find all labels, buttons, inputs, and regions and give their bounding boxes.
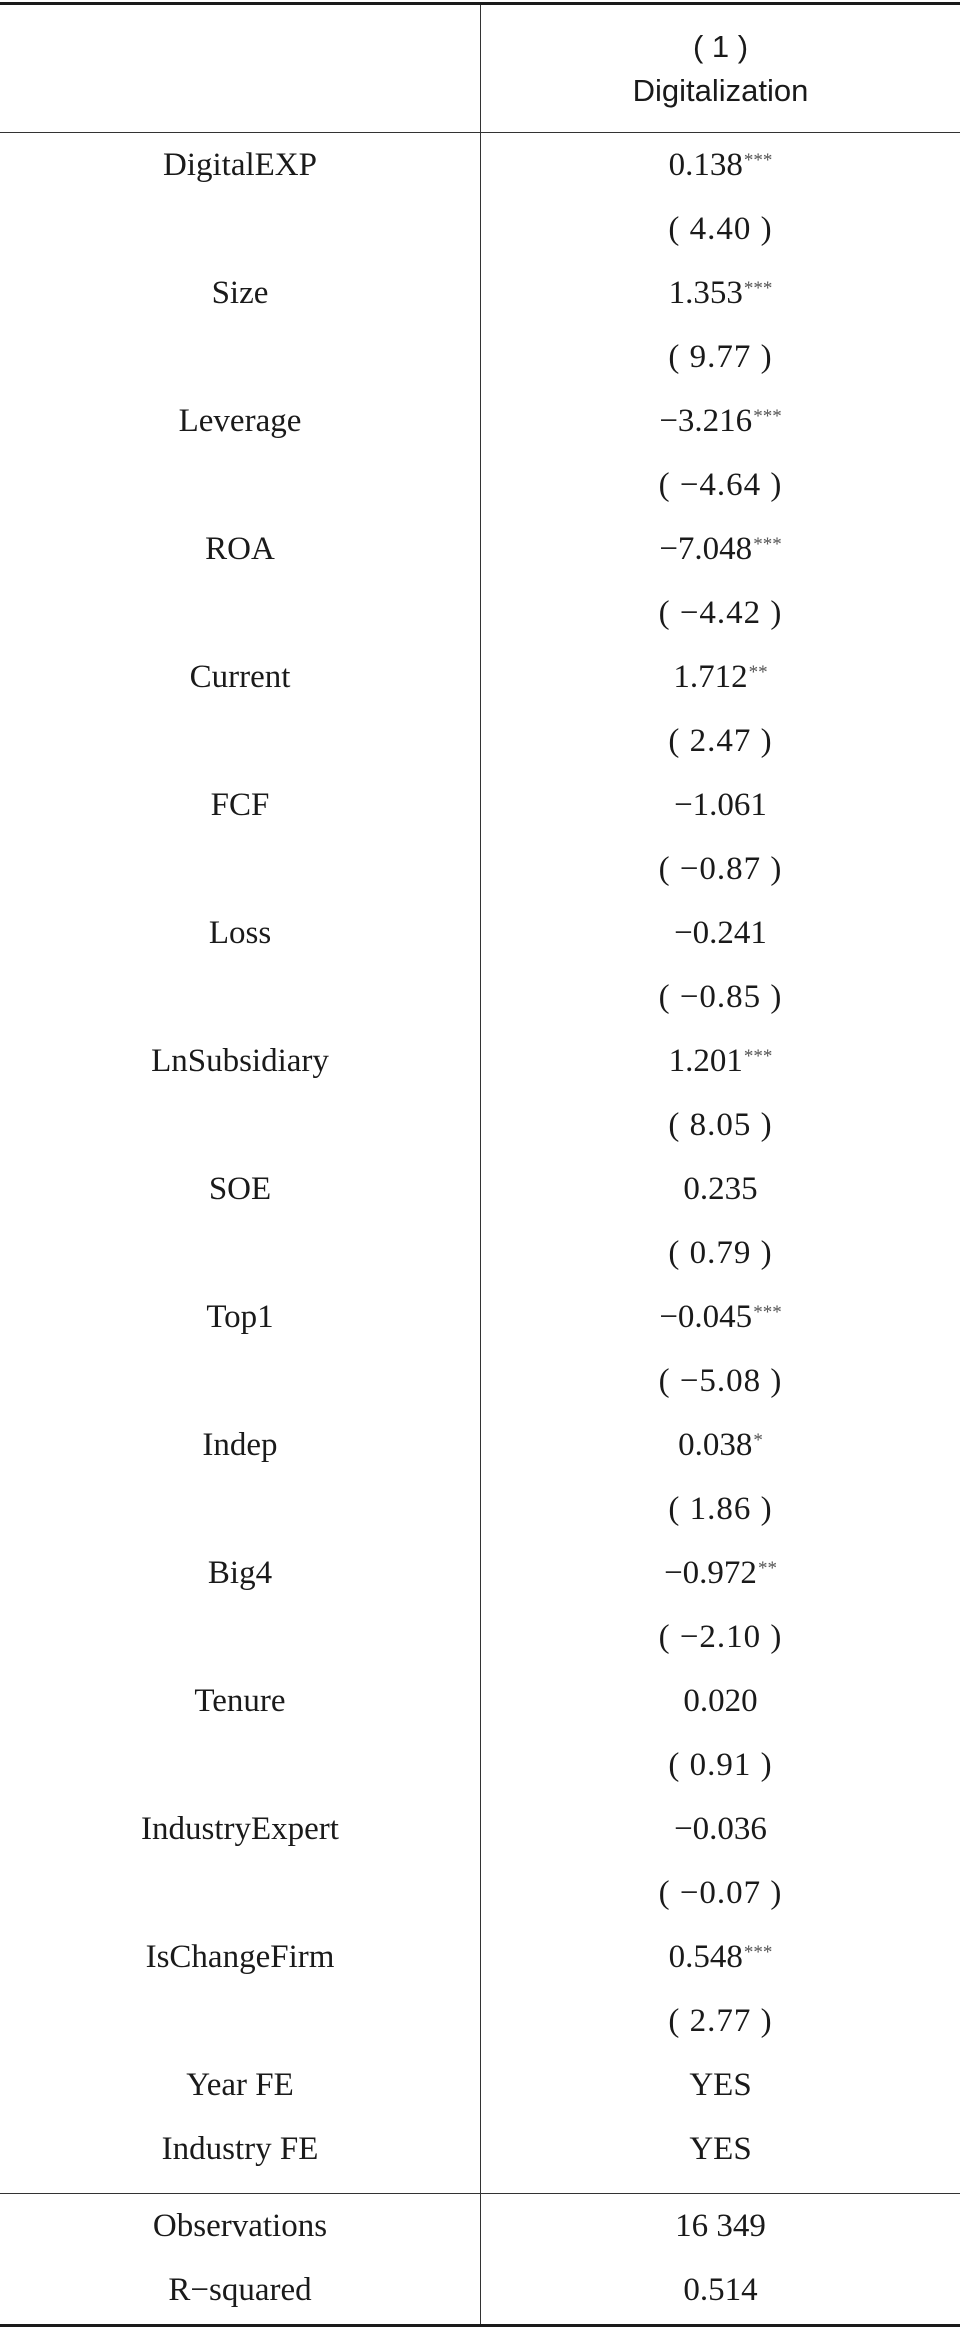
variable-label-text: FCF (210, 786, 270, 823)
coefficient-value-text: 0.020 (683, 1682, 758, 1719)
coefficient-value-text: −0.972 (664, 1554, 757, 1591)
t-statistic (481, 965, 960, 1029)
t-statistic-text: ( −0.85 ) (658, 978, 783, 1015)
coefficient-value-text: −7.048 (659, 530, 753, 567)
fixed-effect-label-text: Industry FE (161, 2130, 319, 2167)
t-statistic-text: ( −5.08 ) (658, 1362, 783, 1399)
fixed-effect-value (481, 2053, 960, 2117)
t-statistic-text: ( 0.79 ) (668, 1234, 773, 1271)
coefficient-value (481, 133, 960, 197)
significance-stars: ** (757, 1558, 777, 1579)
coefficient-value (481, 261, 960, 325)
variable-label (0, 1797, 480, 1861)
fixed-effect-label-text: Year FE (186, 2066, 294, 2103)
t-statistic-text: ( −4.42 ) (658, 594, 783, 631)
t-statistic-text: ( 9.77 ) (668, 338, 773, 375)
variable-label-text: LnSubsidiary (151, 1042, 329, 1079)
fixed-effect-value-text: YES (689, 2130, 752, 2167)
t-statistic (481, 1989, 960, 2053)
significance-stars: *** (753, 534, 782, 555)
variable-label-text: Loss (208, 914, 272, 951)
t-statistic-text: ( 0.91 ) (668, 1746, 773, 1783)
t-statistic (481, 1349, 960, 1413)
coefficient-value (481, 1029, 960, 1093)
variable-label (0, 645, 480, 709)
variable-label (0, 773, 480, 837)
significance-stars: ** (748, 662, 768, 683)
coefficient-value (481, 1541, 960, 1605)
t-statistic (481, 1733, 960, 1797)
coefficient-value (481, 1925, 960, 1989)
coefficient-value-text: −0.045 (659, 1298, 753, 1335)
variable-label (0, 389, 480, 453)
coefficient-value (481, 1285, 960, 1349)
coefficient-value-text: 1.201 (668, 1042, 743, 1079)
coefficient-value (481, 389, 960, 453)
t-statistic-text: ( 2.47 ) (668, 722, 773, 759)
variable-label-text: SOE (208, 1170, 272, 1207)
column-title: Digitalization (632, 72, 809, 108)
significance-stars: *** (743, 150, 773, 171)
significance-stars: *** (753, 406, 782, 427)
t-statistic (481, 453, 960, 517)
variable-label (0, 1157, 480, 1221)
t-statistic-text: ( −0.87 ) (658, 850, 783, 887)
significance-stars: *** (753, 1302, 782, 1323)
statistic-value (481, 2258, 960, 2322)
variable-label (0, 1669, 480, 1733)
statistic-value-text: 16 349 (675, 2207, 766, 2244)
column-header (481, 5, 960, 132)
coefficient-value-text: −3.216 (659, 402, 753, 439)
variable-label (0, 261, 480, 325)
fixed-effect-value-text: YES (689, 2066, 752, 2103)
t-statistic-text: ( 4.40 ) (668, 210, 773, 247)
statistic-label-text: R−squared (168, 2271, 312, 2308)
significance-stars: * (753, 1430, 763, 1451)
column-number: ( 1 ) (692, 28, 749, 64)
significance-stars: *** (743, 278, 773, 299)
coefficient-value (481, 1413, 960, 1477)
variable-label-text: IsChangeFirm (145, 1938, 335, 1975)
t-statistic (481, 1093, 960, 1157)
variable-label-text: Leverage (178, 402, 302, 439)
variable-label-text: Size (211, 274, 269, 311)
t-statistic (481, 1861, 960, 1925)
coefficient-value-text: 1.712 (673, 658, 748, 695)
t-statistic (481, 581, 960, 645)
t-statistic (481, 1605, 960, 1669)
variable-label-text: ROA (205, 530, 275, 567)
coefficient-value-text: 1.353 (668, 274, 743, 311)
variable-label (0, 901, 480, 965)
t-statistic (481, 837, 960, 901)
significance-stars: *** (743, 1046, 773, 1067)
t-statistic (481, 197, 960, 261)
t-statistic (481, 1221, 960, 1285)
coefficient-value (481, 517, 960, 581)
variable-label (0, 1413, 480, 1477)
variable-label (0, 133, 480, 197)
coefficient-value-text: −0.241 (674, 914, 767, 951)
coefficient-value (481, 1669, 960, 1733)
coefficient-value-text: 0.235 (683, 1170, 758, 1207)
t-statistic (481, 709, 960, 773)
variable-label (0, 1285, 480, 1349)
coefficient-value (481, 773, 960, 837)
coefficient-value-text: 0.548 (668, 1938, 743, 1975)
variable-label-text: Indep (202, 1426, 278, 1463)
t-statistic (481, 1477, 960, 1541)
t-statistic-text: ( −2.10 ) (658, 1618, 783, 1655)
t-statistic-text: ( 1.86 ) (668, 1490, 773, 1527)
variable-label-text: DigitalEXP (163, 146, 317, 183)
coefficient-value-text: −0.036 (674, 1810, 767, 1847)
coefficient-value (481, 645, 960, 709)
fixed-effect-label (0, 2117, 480, 2181)
coefficient-value-text: −1.061 (674, 786, 767, 823)
variable-label (0, 517, 480, 581)
coefficient-value-text: 0.038 (678, 1426, 753, 1463)
variable-label-text: Tenure (194, 1682, 286, 1719)
variable-label (0, 1925, 480, 1989)
statistic-label (0, 2194, 480, 2258)
significance-stars: *** (743, 1942, 773, 1963)
variable-label-text: Big4 (207, 1554, 273, 1591)
coefficient-value (481, 1157, 960, 1221)
statistic-label-text: Observations (152, 2207, 328, 2244)
t-statistic-text: ( −4.64 ) (658, 466, 783, 503)
coefficient-value-text: 0.138 (668, 146, 743, 183)
variable-label-text: IndustryExpert (141, 1810, 339, 1847)
fixed-effect-label (0, 2053, 480, 2117)
t-statistic-text: ( 2.77 ) (668, 2002, 773, 2039)
table-bottom-rule (0, 2324, 960, 2327)
coefficient-value (481, 1797, 960, 1861)
statistic-value-text: 0.514 (683, 2271, 758, 2308)
statistic-value (481, 2194, 960, 2258)
t-statistic-text: ( 8.05 ) (668, 1106, 773, 1143)
variable-label-text: Current (189, 658, 291, 695)
variable-label (0, 1541, 480, 1605)
fixed-effect-value (481, 2117, 960, 2181)
t-statistic-text: ( −0.07 ) (658, 1874, 783, 1911)
variable-label-text: Top1 (206, 1298, 274, 1335)
statistic-label (0, 2258, 480, 2322)
coefficient-value (481, 901, 960, 965)
t-statistic (481, 325, 960, 389)
variable-label (0, 1029, 480, 1093)
